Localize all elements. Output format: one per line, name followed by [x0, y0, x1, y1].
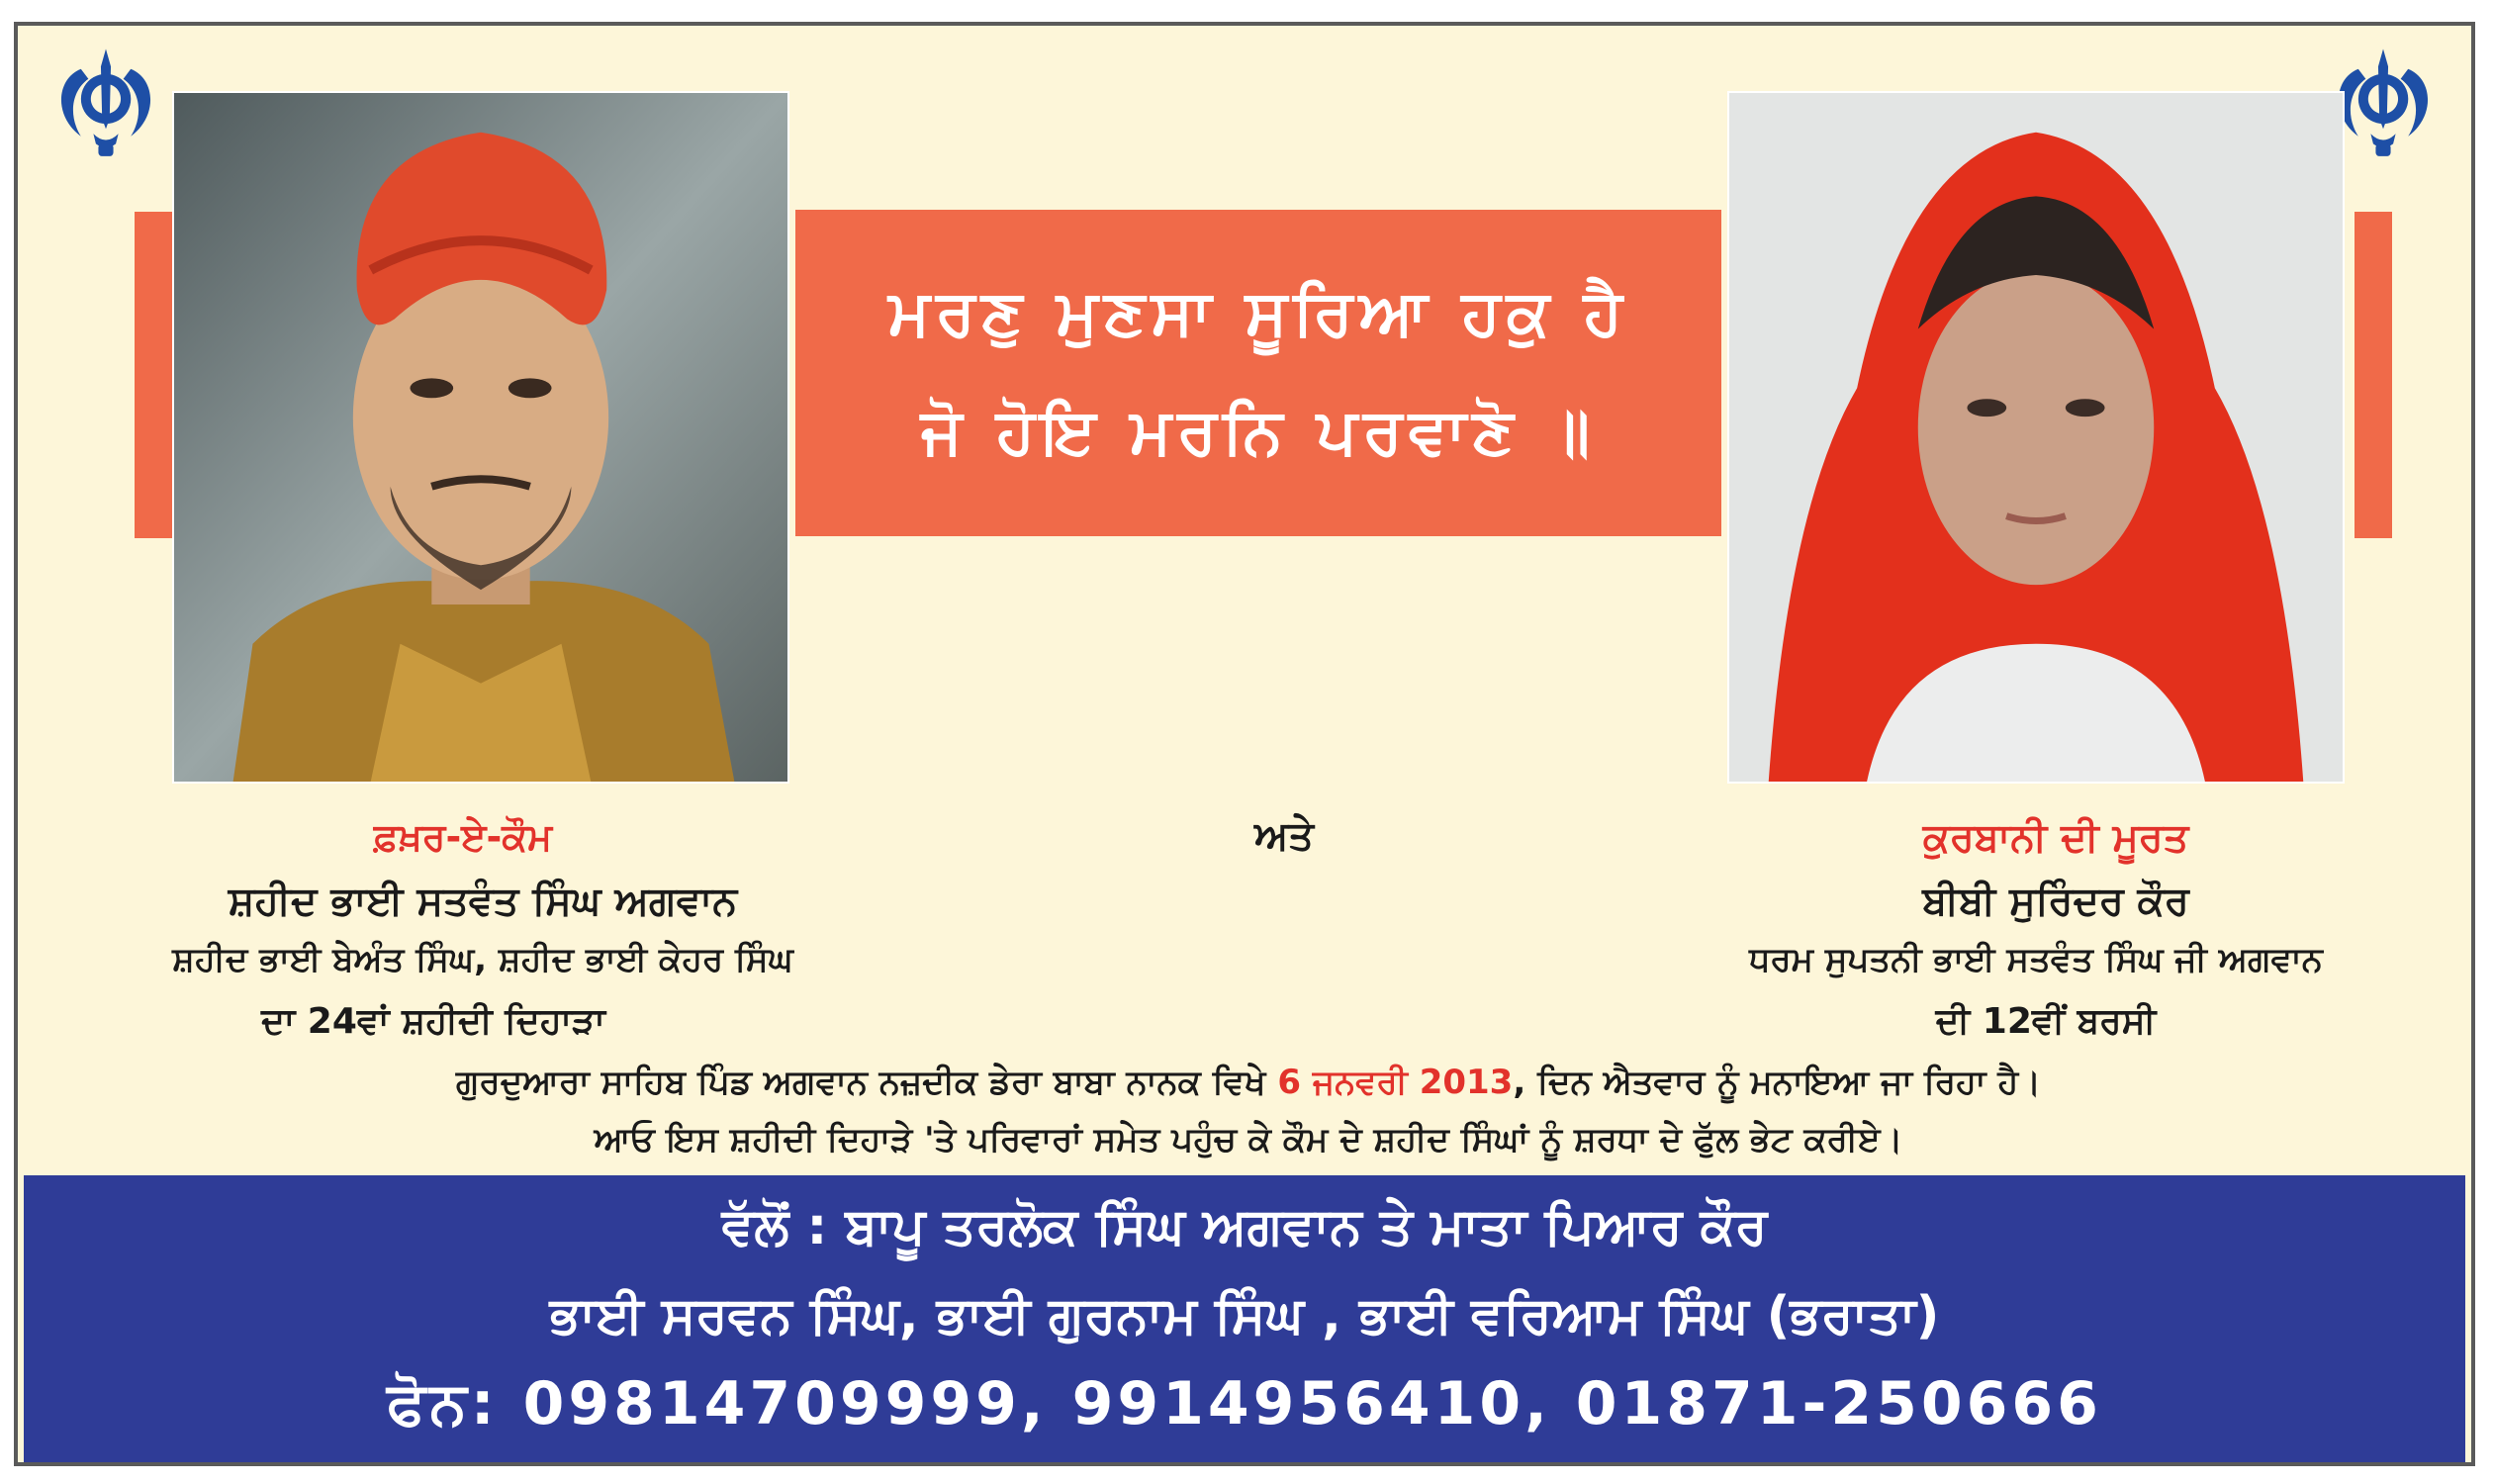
left-person-associates: ਸ਼ਹੀਦ ਭਾਈ ਬੇਅੰਤ ਸਿੰਘ, ਸ਼ਹੀਦ ਭਾਈ ਕੇਹਰ ਸਿੰਘ [172, 940, 793, 979]
right-person-heading: ਕੁਰਬਾਨੀ ਦੀ ਮੂਰਤ [1922, 815, 2189, 861]
right-person-anniversary: ਦੀ 12ਵੀਂ ਬਰਸੀ [1935, 1001, 2157, 1042]
right-person-relation: ਧਰਮ ਸੁਪਤਨੀ ਭਾਈ ਸਤਵੰਤ ਸਿੰਘ ਜੀ ਅਗਵਾਨ [1749, 940, 2323, 979]
memorial-poster [14, 22, 2475, 1466]
organizers-brothers: ਭਾਈ ਸਰਵਨ ਸਿੰਘ, ਭਾਈ ਗੁਰਨਾਮ ਸਿੰਘ , ਭਾਈ ਵਰਿਆਮ ਸਿੰਘ (ਭਰਾਤਾ) [549, 1286, 1940, 1345]
quote-line-2: ਜੋ ਹੋਇ ਮਰਨਿ ਪਰਵਾਣੋ ॥ [920, 396, 1597, 469]
left-person-heading: ਫ਼ਖ਼ਰ-ਏ-ਕੌਮ [373, 815, 553, 859]
decorative-bar-left [135, 212, 172, 538]
contact-phones: ਫੋਨ: 09814709999, 9914956410, 01871-250666 [387, 1369, 2102, 1438]
event-date: 6 ਜਨਵਰੀ 2013 [1277, 1063, 1514, 1102]
event-day-text: , ਦਿਨ ਐਤਵਾਰ ਨੂੰ ਮਨਾਇਆ ਜਾ ਰਿਹਾ ਹੈ। [1513, 1063, 2042, 1102]
khanda-icon [44, 42, 168, 166]
portrait-photo-left [172, 91, 789, 784]
event-details [28, 1063, 2469, 1102]
event-venue-text: ਗੁਰਦੁਆਰਾ ਸਾਹਿਬ ਪਿੰਡ ਅਗਵਾਨ ਨਜ਼ਦੀਕ ਡੇਰਾ ਬਾਬਾ ਨਾਨਕ ਵਿਖੇ [455, 1063, 1278, 1102]
decorative-bar-right [2354, 212, 2392, 538]
organizers-parents: ਵੱਲੋਂ : ਬਾਪੂ ਤਰਲੋਕ ਸਿੰਘ ਅਗਵਾਨ ਤੇ ਮਾਤਾ ਪਿਆਰ ਕੌਰ [721, 1197, 1768, 1256]
quote-banner [795, 210, 1721, 536]
event-invitation: ਆਓ ਇਸ ਸ਼ਹੀਦੀ ਦਿਹਾੜੇ 'ਤੇ ਪਰਿਵਾਰਾਂ ਸਮੇਤ ਪਹੁੰਚ ਕੇ ਕੌਮ ਦੇ ਸ਼ਹੀਦ ਸਿੰਘਾਂ ਨੂੰ ਸ਼ਰਧਾ ਦੇ ਫੁੱਲ ਭੇਟ ਕਰੀਏ। [594, 1120, 1903, 1159]
center-conjunction: ਅਤੇ [1254, 813, 1314, 859]
organizers-banner [24, 1175, 2465, 1462]
left-person-anniversary: ਦਾ 24ਵਾਂ ਸ਼ਹੀਦੀ ਦਿਹਾੜਾ [261, 1001, 605, 1042]
right-person-name: ਬੀਬੀ ਸੁਰਿੰਦਰ ਕੌਰ [1922, 879, 2189, 924]
left-person-name: ਸ਼ਹੀਦ ਭਾਈ ਸਤਵੰਤ ਸਿੰਘ ਅਗਵਾਨ [228, 879, 738, 924]
portrait-photo-right [1727, 91, 2345, 784]
quote-line-1: ਮਰਣੁ ਮੁਣਸਾ ਸੂਰਿਆ ਹਕੁ ਹੈ [887, 277, 1629, 350]
